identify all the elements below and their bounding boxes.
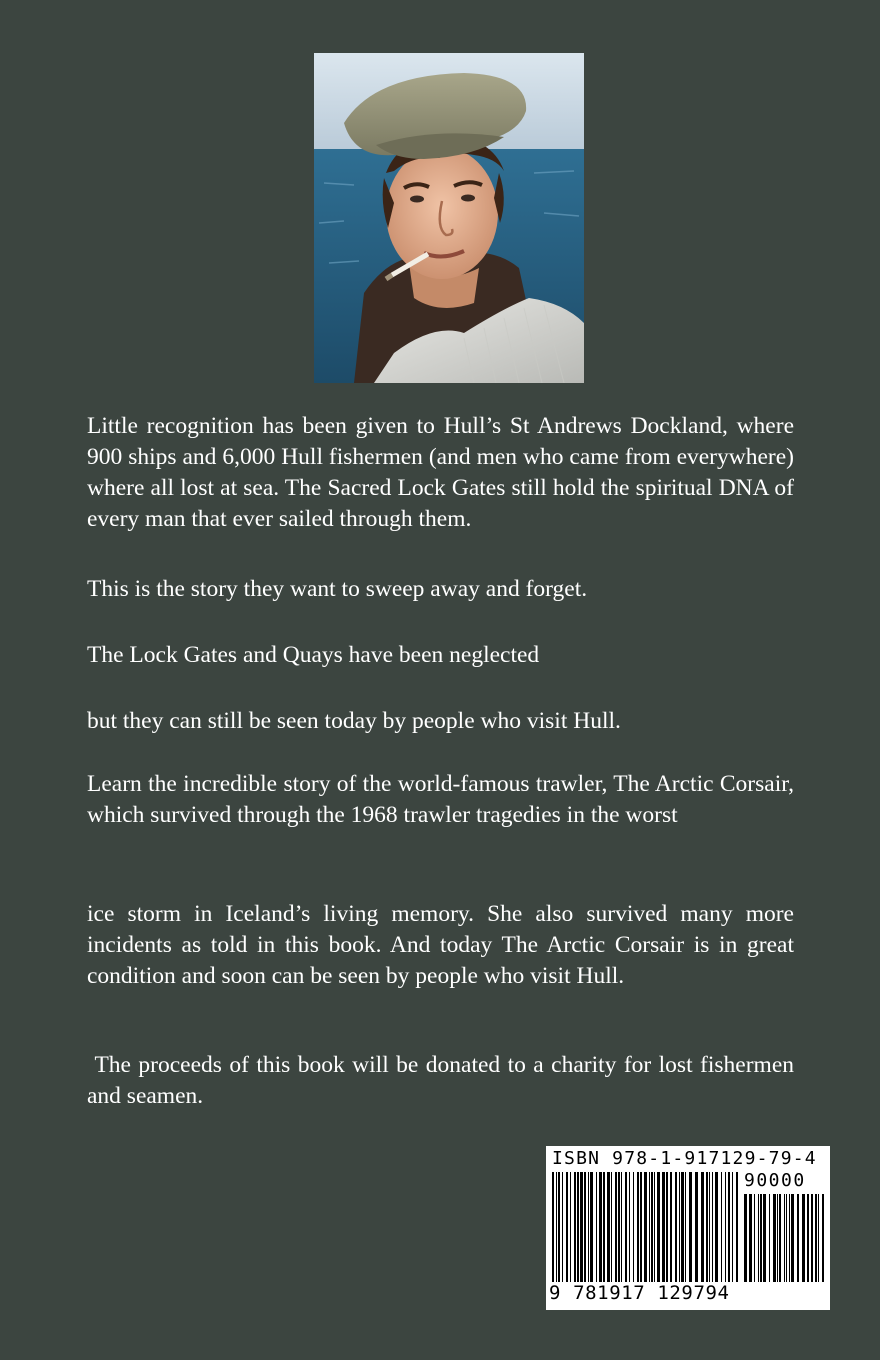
barcode-bar	[633, 1172, 634, 1282]
barcode-bar	[725, 1172, 726, 1282]
barcode-bar	[709, 1172, 710, 1282]
barcode-bar	[654, 1172, 655, 1282]
barcode-bar	[651, 1172, 653, 1282]
barcode-bar	[618, 1172, 620, 1282]
barcode-bar	[807, 1194, 809, 1282]
barcode-bar	[786, 1194, 787, 1282]
barcode-bar	[590, 1172, 593, 1282]
author-photo	[314, 53, 584, 383]
barcode-bar	[577, 1172, 579, 1282]
paragraph-lock-gates: The Lock Gates and Quays have been neglected	[87, 642, 540, 668]
barcode-bar	[758, 1194, 759, 1282]
barcode-bar	[603, 1172, 605, 1282]
paragraph-proceeds: The proceeds of this book will be donated to a charity for lost fishermen and seamen.	[87, 1052, 800, 1109]
barcode-bar	[570, 1172, 571, 1282]
barcode-bar	[777, 1194, 778, 1282]
barcode-bar	[779, 1194, 781, 1282]
barcode-bar	[615, 1172, 617, 1282]
barcode-bar	[728, 1172, 730, 1282]
barcode-bar	[644, 1172, 647, 1282]
barcode-bar	[749, 1194, 752, 1282]
barcode-addon-bars	[744, 1194, 824, 1282]
barcode-bar	[607, 1172, 610, 1282]
barcode-bar	[640, 1172, 642, 1282]
barcode-bar	[789, 1194, 790, 1282]
barcode-bar	[818, 1194, 819, 1282]
barcode-bar	[588, 1172, 589, 1282]
barcode-bar	[736, 1172, 738, 1282]
barcode-bar	[562, 1172, 563, 1282]
barcode-bar	[566, 1172, 568, 1282]
barcode-bar	[675, 1172, 677, 1282]
barcode-bar	[712, 1172, 713, 1282]
barcode-bar	[721, 1172, 722, 1282]
paragraph-story: This is the story they want to sweep away and forget.	[87, 576, 588, 602]
barcode-bar	[580, 1172, 583, 1282]
barcode-bar	[689, 1172, 692, 1282]
barcode-main-bars	[552, 1172, 738, 1282]
barcode-digits: 9 781917 129794	[549, 1282, 730, 1304]
barcode-bar	[666, 1172, 668, 1282]
barcode-bar	[574, 1172, 576, 1282]
barcode-bar	[763, 1194, 766, 1282]
barcode-bar	[802, 1194, 805, 1282]
barcode-bar	[556, 1172, 557, 1282]
barcode-bar	[685, 1172, 686, 1282]
barcode-bar	[822, 1194, 824, 1282]
barcode-bar	[670, 1172, 672, 1282]
barcode-bar	[754, 1194, 755, 1282]
barcode-bar	[662, 1172, 665, 1282]
barcode-bar	[625, 1172, 627, 1282]
barcode-bar	[815, 1194, 817, 1282]
barcode-bar	[649, 1172, 650, 1282]
barcode-bar	[599, 1172, 602, 1282]
paragraph-dockland: Little recognition has been given to Hull’s St Andrews Dockland, where 900 ships and 6,000 Hull fishermen (and men who came from everywhere) where all lost at sea. The Sacred Lock Gates still hold the spiritual DNA of every man that ever sailed through them.	[87, 413, 794, 532]
barcode-bar	[681, 1172, 684, 1282]
paragraph-visit-hull: but they can still be seen today by people who visit Hull.	[87, 708, 621, 734]
barcode-bar	[715, 1172, 718, 1282]
barcode-bar	[637, 1172, 639, 1282]
barcode-bar	[760, 1194, 762, 1282]
portrait-photo-icon	[314, 53, 584, 383]
barcode-bar	[552, 1172, 554, 1282]
paragraph-ice-storm: ice storm in Iceland’s living memory. She also survived many more incidents as told in this book. And today The Arctic Corsair is in great condition and soon can be seen by people who visit Hull.	[87, 901, 794, 989]
barcode-bar	[629, 1172, 630, 1282]
barcode-bar	[797, 1194, 799, 1282]
isbn-barcode	[546, 1146, 830, 1310]
barcode-price-code: 90000	[744, 1170, 806, 1191]
barcode-bar	[558, 1172, 560, 1282]
barcode-bar	[621, 1172, 622, 1282]
barcode-bar	[584, 1172, 586, 1282]
barcode-bar	[657, 1172, 660, 1282]
paragraph-arctic-corsair: Learn the incredible story of the world-famous trawler, The Arctic Corsair, which survived through the 1968 trawler tragedies in the worst	[87, 771, 794, 828]
barcode-bar	[744, 1194, 747, 1282]
barcode-bar	[701, 1172, 704, 1282]
barcode-bar	[732, 1172, 733, 1282]
barcode-bar	[769, 1194, 770, 1282]
barcode-bar	[679, 1172, 680, 1282]
barcode-bar	[706, 1172, 708, 1282]
barcode-bar	[811, 1194, 813, 1282]
barcode-bar	[596, 1172, 597, 1282]
barcode-bar	[611, 1172, 612, 1282]
barcode-bar	[695, 1172, 698, 1282]
isbn-label: ISBN 978-1-917129-79-4	[552, 1148, 817, 1169]
barcode-bar	[784, 1194, 785, 1282]
barcode-bar	[791, 1194, 794, 1282]
barcode-bar	[773, 1194, 776, 1282]
